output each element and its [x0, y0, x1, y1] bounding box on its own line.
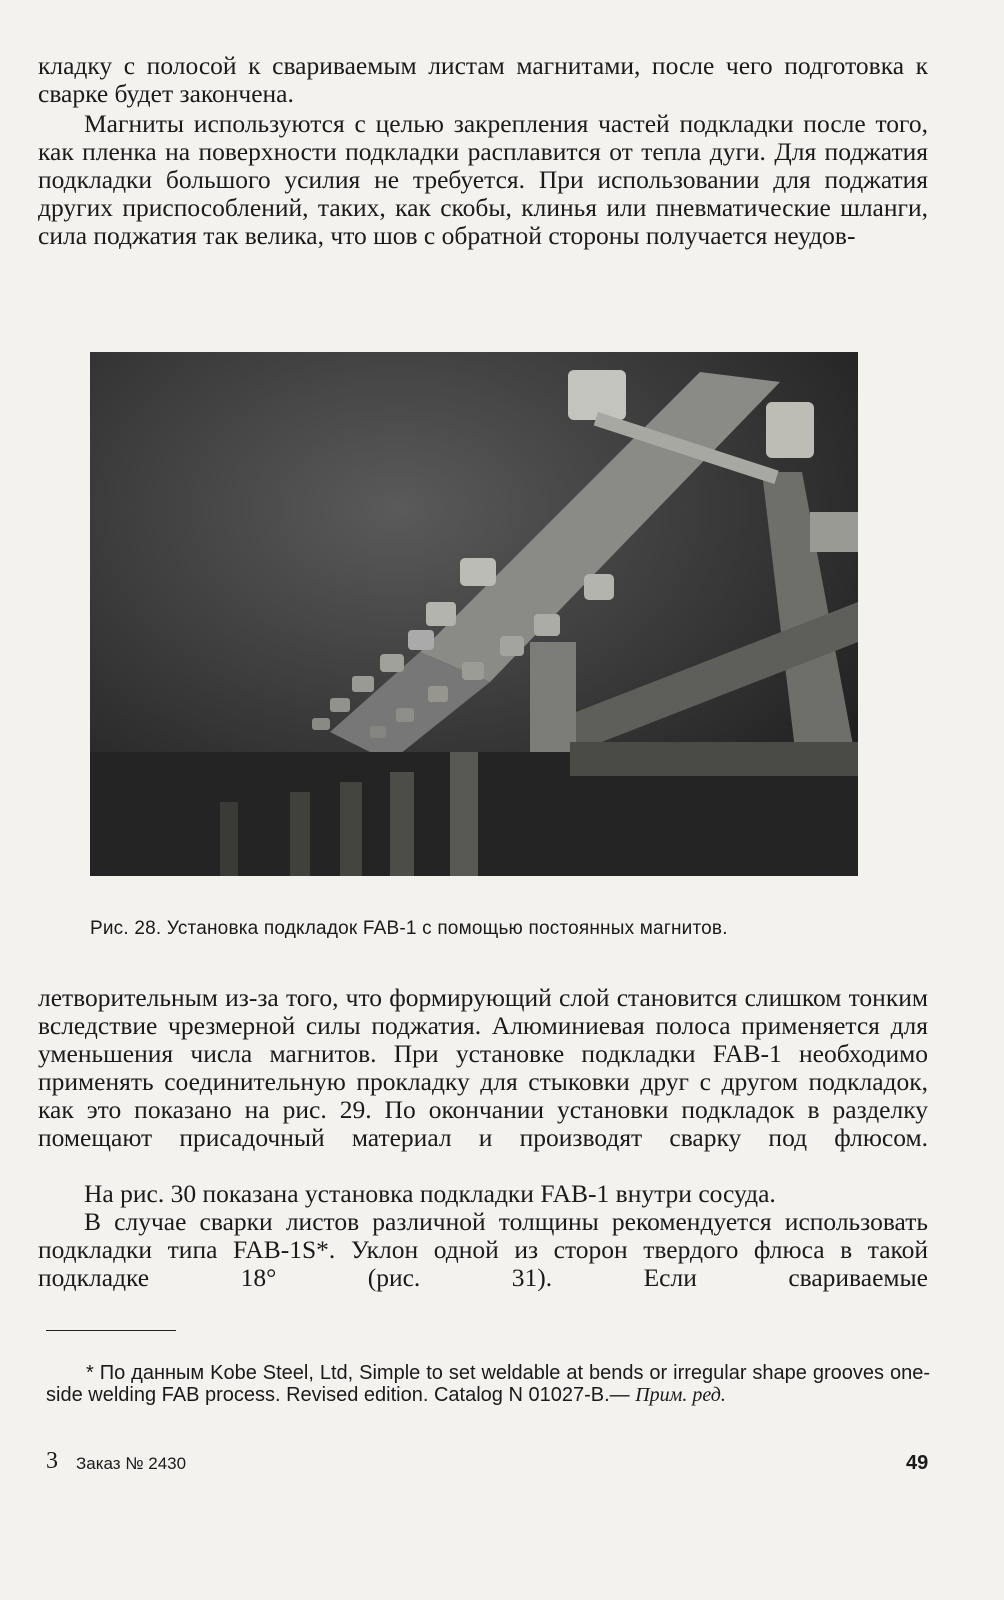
paragraph-different-thickness: В случае сварки листов различной толщины рекомендуется использовать подкладки типа FAB-1S*. Уклон одной из сторон твердого флюса в такой подкладке 18° (рис. 31). Если свариваемые [38, 1207, 928, 1292]
paragraph-fig30: На рис. 30 показана установка подкладки FAB-1 внутри сосуда. [84, 1179, 776, 1208]
order-number: Заказ № 2430 [76, 1454, 187, 1473]
footnote-editor-note: Прим. ред. [635, 1384, 726, 1406]
paragraph-continuation: кладку с полосой к свариваемым листам магнитами, после чего подготовка к сварке будет закончена. [38, 51, 928, 108]
paragraph-satisfactory: летворительным из-за того, что формирующий слой становится слишком тонким вследствие чрезмерной силы поджатия. Алюминиевая полоса применяется для уменьшения числа магнитов. При установке подкладки FAB-1 необходимо применять соединительную прокладку для стыковки друг с другом подкладок, как это показано на рис. 29. По окончании установки подкладок в разделку помещают присадочный материал и производят сварку под флюсом. [38, 983, 928, 1152]
footnote [46, 1362, 930, 1406]
footnote-text: * По данным Kobe Steel, Ltd, Simple to set weldable at bends or irregular shape grooves one-side welding FAB process. Revised edition. Catalog N 01027-B.— [46, 1362, 930, 1406]
sheet-number: 3 [46, 1448, 58, 1474]
page-number: 49 [906, 1452, 929, 1474]
photo-figure-28 [90, 352, 858, 876]
photo-illustration [90, 352, 858, 876]
figure-caption: Рис. 28. Установка подкладок FAB-1 с помощью постоянных магнитов. [90, 918, 728, 939]
paragraph-magnets: Магниты используются с целью закрепления частей подкладки после того, как пленка на поверхности подкладки расплавится от тепла дуги. Для поджатия подкладки большого усилия не требуется. При использовании для поджатия других приспособлений, таких, как скобы, клинья или пневматические шланги, сила поджатия так велика, что шов с обратной стороны получается неудов- [38, 109, 928, 250]
footnote-rule [46, 1330, 176, 1331]
